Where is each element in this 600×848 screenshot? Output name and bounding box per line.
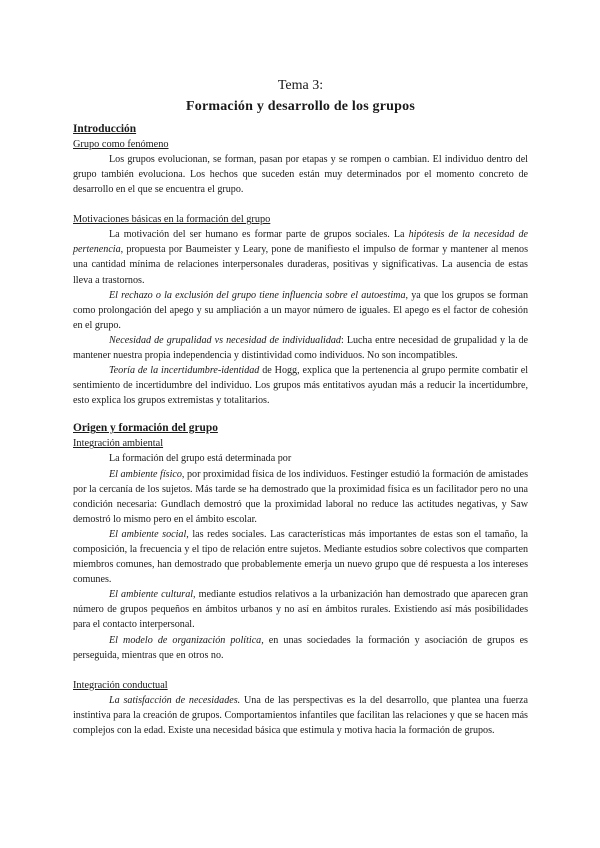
paragraph: El ambiente cultural, mediante estudios relativos a la urbanización han demostrado que aparecen gran número de grupos pequeños en ámbitos urbanos y no así en ámbitos rurales. Existiendo así más posibilidades para el contacto interpersonal. xyxy=(73,589,528,631)
paragraph: El ambiente físico, por proximidad física de los individuos. Festinger estudió la formación de amistades por la cercanía de los sujetos. Más tarde se ha demostrado que la proximidad física es un facilitador pero no una condición necesaria: Gundlach demostró que la proximidad laboral no reduce las actitudes negativas, y Saw demostró lo mismo pero en el ámbito escolar. xyxy=(73,468,528,525)
paragraph: El rechazo o la exclusión del grupo tiene influencia sobre el autoestima, ya que los grupos se forman como prolongación del apego y su ampliación a un mayor número de iguales. El apego es el factor de cohesión en el grupo. xyxy=(73,289,528,331)
paragraph: El ambiente social, las redes sociales. Las características más importantes de estas son el tamaño, la composición, la frecuencia y el tipo de relación entre sujetos. Mediante estudios sobre colectivos que comparten miembros comunes, han demostrado que probablemente emerja un nuevo grupo que dé respuesta a los intereses comunes. xyxy=(73,528,528,586)
subsection-heading-motivaciones: Motivaciones básicas en la formación del grupo xyxy=(73,214,271,226)
document-page xyxy=(73,70,528,738)
subsection-heading-integracion-conductual: Integración conductual xyxy=(73,679,168,691)
paragraph: Necesidad de grupalidad vs necesidad de individualidad: Lucha entre necesidad de grupalidad y la de mantener nuestra propia independencia y distintividad como individuos. No son incompatibles. xyxy=(73,334,528,362)
subsection-heading-integracion-ambiental: Integración ambiental xyxy=(73,438,164,450)
paragraph: La satisfacción de necesidades. Una de las perspectivas es la del desarrollo, que plantea una fuerza instintiva para la creación de grupos. Comportamientos infantiles que facilitan las relaciones y que se hacen más complejos con la edad. Existe una necesidad básica que estimula y motiva hacia la formación de grupos. xyxy=(73,694,528,736)
section-heading-introduccion: Introducción xyxy=(73,123,137,135)
subsection-heading-grupo-fenomeno: Grupo como fenómeno xyxy=(73,139,169,150)
paragraph: La motivación del ser humano es formar parte de grupos sociales. La hipótesis de la necesidad de pertenencia, propuesta por Baumeister y Leary, pone de manifiesto el impulso de formar y mantener al menos una cantidad mínima de relaciones interpersonales duraderas, positivas y significativas. La ausencia de estas lleva a trastornos. xyxy=(73,229,528,286)
paragraph: El modelo de organización política, en unas sociedades la formación y asociación de grupos es perseguida, mientras que en otros no. xyxy=(73,634,528,661)
paragraph: Los grupos evolucionan, se forman, pasan por etapas y se rompen o cambian. El individuo dentro del grupo también evoluciona. Los hechos que suceden están muy determinados por el momento concreto de desarrollo en el que se encuentra el grupo. xyxy=(73,154,528,196)
paragraph: Teoría de la incertidumbre-identidad de Hogg, explica que la pertenencia al grupo permite combatir el sentimiento de incertidumbre del individuo. Los grupos más entitativos ayudan más a reducir la incertidumbre, esto explica los grupos extremistas y totalitarios. xyxy=(73,365,528,407)
topic-number: Tema 3: xyxy=(277,78,324,93)
section-heading-origen: Origen y formación del grupo xyxy=(73,422,218,435)
document-title: Formación y desarrollo de los grupos xyxy=(186,99,415,114)
paragraph: La formación del grupo está determinada por xyxy=(109,453,292,465)
